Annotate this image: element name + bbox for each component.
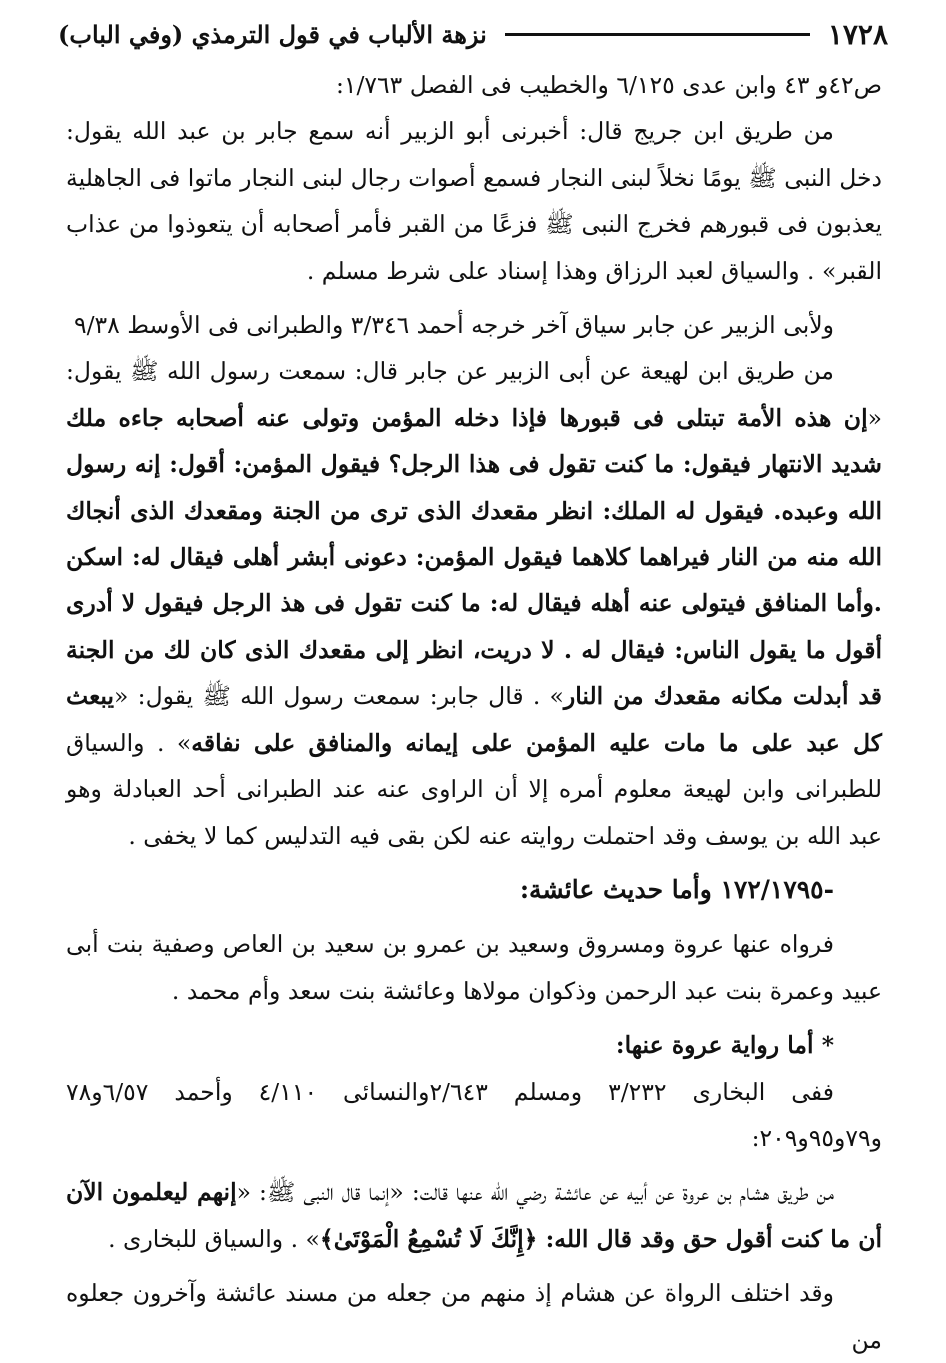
paragraph-narrators: فرواه عنها عروة ومسروق وسعيد بن عمرو بن سعيد بن العاص وصفية بنت أبى عبيد وعمرة بنت عبد الرحمن وذكوان مولاها وعائشة بنت سعد وأم محمد .	[66, 930, 882, 1005]
paragraph-hisham-variation: وقد اختلف الرواة عن هشام إذ منهم من جعله من مسند عائشة وآخرون جعلوه من	[66, 1279, 882, 1354]
paragraph-sources: ففى البخارى ٣/٢٣٢ ومسلم ٢/٦٤٣والنسائى ٤/١١٠ وأحمد ٦/٥٧و٧٨ و٧٩و٩٥و٢٠٩:	[66, 1077, 882, 1152]
citation-continuation: ص٤٢و ٤٣ وابن عدى ٦/١٢٥ والخطيب فى الفصل ١/٧٦٣:	[335, 71, 882, 99]
paragraph-hisham: من طريق هشام بن عروة عن أبيه عن عائشة رضي الله عنها قالت: «إنما قال النبى ﷺ: «إنهم ليعلمون الآن أن ما كنت أقول حق وقد قال الله: ﴿إِنَّكَ لَا تُسْمِعُ الْمَوْتَىٰ﴾» . والسياق للبخارى .	[66, 1178, 882, 1253]
hadith-text-bold: يبعث كل عبد على ما مات عليه المؤمن على إيمانه والمنافق على نفاقه	[66, 682, 882, 757]
page-header	[58, 14, 888, 54]
hadith-text-bold: إن هذه الأمة تبتلى فى قبورها فإذا دخله المؤمن وتولى عنه أصحابه جاءه ملك شديد الانتهار فيقول: ما كنت تقول فى هذا الرجل؟ فيقول المؤمن: أقول: إنه رسول الله وعبده. فيقول له الملك: انظر مقعدك الذى ترى من الجنة ومقعدك الذى أنجاك الله منه من النار فيراهما كلاهما فيقول المؤمن: دعونى أبشر أهلى فيقال له: اسكن .وأما المنافق فيتولى عنه أهله فيقال له: ما كنت تقول فى هذ الرجل فيقول لا أدرى أقول ما يقول الناس: فيقال له . لا دريت، انظر إلى مقعدك الذى كان لك من الجنة قد أبدلت مكانه مقعدك من النار	[66, 403, 883, 711]
paragraph-ibn-lahia: من طريق ابن لهيعة عن أبى الزبير عن جابر قال: سمعت رسول الله ﷺ يقول: «إن هذه الأمة تبتلى فى قبورها فإذا دخله المؤمن وتولى عنه أصحابه جاءه ملك شديد الانتهار فيقول: ما كنت تقول فى هذا الرجل؟ فيقول المؤمن: أقول: إنه رسول الله وعبده. فيقول له الملك: انظر مقعدك الذى ترى من الجنة ومقعدك الذى أنجاك الله منه من النار فيراهما كلاهما فيقول المؤمن: دعونى أبشر أهلى فيقال له: اسكن .وأما المنافق فيتولى عنه أهله فيقال له: ما كنت تقول فى هذ الرجل فيقول لا أدرى أقول ما يقول الناس: فيقال له . لا دريت، انظر إلى مقعدك الذى كان لك من الجنة قد أبدلت مكانه مقعدك من النار» . قال جابر: سمعت رسول الله ﷺ يقول: «يبعث كل عبد على ما مات عليه المؤمن على إيمانه والمنافق على نفاقه» . والسياق للطبرانى وابن لهيعة معلوم أمره إلا أن الراوى عنه عند الطبرانى أحد العبادلة وهو عبد الله بن يوسف وقد احتملت روايته عنه لكن بقى فيه التدليس كما لا يخفى .	[66, 357, 883, 850]
paragraph-ibn-jurayj: من طريق ابن جريج قال: أخبرنى أبو الزبير أنه سمع جابر بن عبد الله يقول: دخل النبى ﷺ يومًا نخلاً لبنى النجار فسمع أصوات رجال لبنى النجار ماتوا فى الجاهلية يعذبون فى قبورهم فخرج النبى ﷺ فزعًا من القبر فأمر أصحابه أن يتعوذوا من عذاب القبر» . والسياق لعبد الرزاق وهذا إسناد على شرط مسلم .	[66, 117, 882, 285]
hadith-text-bold: إنهم ليعلمون الآن أن ما كنت أقول حق وقد قال الله: ﴿إِنَّكَ لَا تُسْمِعُ الْمَوْتَىٰ﴾	[66, 1178, 882, 1253]
running-title: نزهة الألباب في قول الترمذي (وفي الباب)	[58, 19, 487, 49]
page-number: ١٧٢٨	[827, 17, 888, 51]
page-body	[66, 62, 882, 1363]
subheading-urwa: * أما رواية عروة عنها:	[615, 1031, 834, 1060]
asterisk-icon: *	[821, 1031, 834, 1060]
header-rule	[505, 33, 810, 36]
hadith-aisha-heading: -١٧٢/١٧٩٥ وأما حديث عائشة:	[519, 874, 834, 904]
paragraph-abu-zubayr: ولأبى الزبير عن جابر سياق آخر خرجه أحمد ٣/٣٤٦ والطبرانى فى الأوسط ٩/٣٨	[73, 311, 834, 340]
